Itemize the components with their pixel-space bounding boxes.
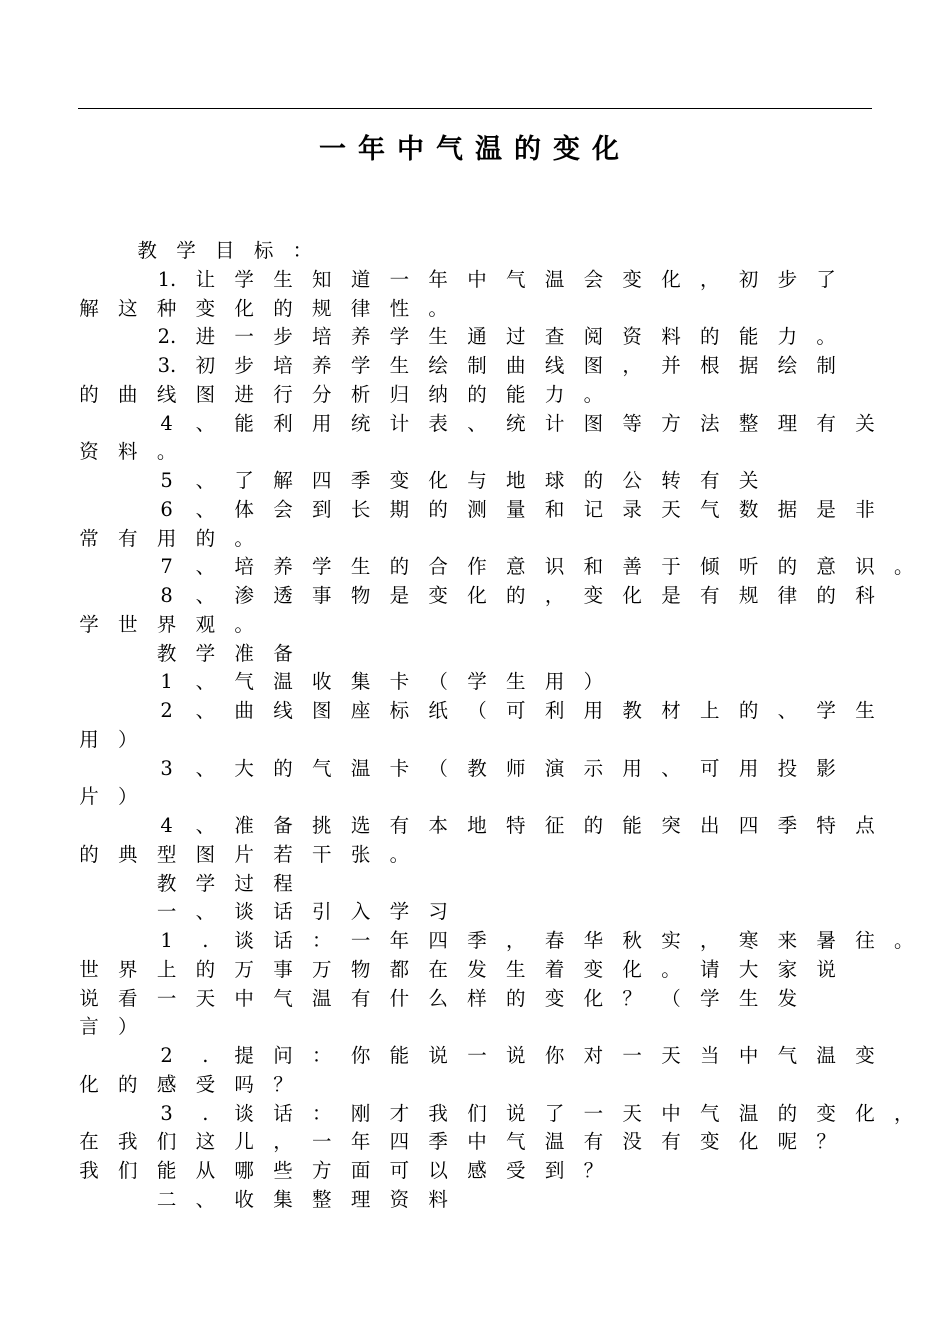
text-line: 的 典 型 图 片 若 干 张 。 (79, 842, 410, 866)
text-line: 8 、 渗 透 事 物 是 变 化 的 ， 变 化 是 有 规 律 的 科 (160, 584, 875, 607)
text-line: 6 、 体 会 到 长 期 的 测 量 和 记 录 天 气 数 据 是 非 (160, 497, 875, 521)
text-line: 常 有 用 的 。 (79, 526, 254, 550)
text-line: 教 学 目 标 ： (137, 239, 313, 262)
text-line: 1 、 气 温 收 集 卡 （ 学 生 用 ） (160, 670, 604, 694)
text-line: 4 、 准 备 挑 选 有 本 地 特 征 的 能 突 出 四 季 特 点 (160, 814, 875, 837)
text-line: 言 ） (79, 1015, 138, 1039)
text-line: 学 世 界 观 。 (79, 612, 254, 636)
text-line: 1. 让 学 生 知 道 一 年 中 气 温 会 变 化 ， 初 步 了 (157, 267, 836, 291)
text-line: 资 料 。 (79, 440, 177, 464)
text-line: 用 ） (79, 727, 138, 751)
text-line: 片 ） (79, 785, 138, 809)
text-line: 7 、 培 养 学 生 的 合 作 意 识 和 善 于 倾 听 的 意 识 。 (160, 555, 914, 579)
text-line: 世 界 上 的 万 事 万 物 都 在 发 生 着 变 化 。 请 大 家 说 (79, 957, 836, 981)
header-rule (78, 108, 872, 109)
text-line: 3 . 谈 话 ： 刚 才 我 们 说 了 一 天 中 气 温 的 变 化 ， (160, 1101, 914, 1125)
text-line: 教 学 准 备 (156, 641, 293, 665)
text-line: 3 、 大 的 气 温 卡 （ 教 师 演 示 用 、 可 用 投 影 (160, 756, 836, 780)
text-line: 2. 进 一 步 培 养 学 生 通 过 查 阅 资 料 的 能 力 。 (157, 325, 836, 349)
text-line: 教 学 过 程 (156, 871, 293, 895)
text-line: 一 、 谈 话 引 入 学 习 (156, 900, 448, 924)
document-title: 一年中气温的变化 (319, 134, 631, 165)
text-line: 的 曲 线 图 进 行 分 析 归 纳 的 能 力 。 (79, 382, 604, 406)
text-line: 我 们 能 从 哪 些 方 面 可 以 感 受 到 ？ (79, 1159, 604, 1182)
text-line: 解 这 种 变 化 的 规 律 性 。 (79, 296, 448, 320)
text-line: 化 的 感 受 吗 ？ (79, 1072, 293, 1096)
text-line: 3. 初 步 培 养 学 生 绘 制 曲 线 图 ， 并 根 据 绘 制 (157, 354, 836, 377)
text-line: 说 看 一 天 中 气 温 有 什 么 样 的 变 化 ？ （ 学 生 发 (79, 986, 798, 1010)
text-line: 4 、 能 利 用 统 计 表 、 统 计 图 等 方 法 整 理 有 关 (160, 411, 875, 435)
text-line: 5 、 了 解 四 季 变 化 与 地 球 的 公 转 有 关 (160, 469, 759, 492)
text-line: 1 . 谈 话 ： 一 年 四 季 ， 春 华 秋 实 ， 寒 来 暑 往 。 (160, 929, 914, 952)
text-line: 2 . 提 问 ： 你 能 说 一 说 你 对 一 天 当 中 气 温 变 (160, 1044, 875, 1067)
text-line: 在 我 们 这 儿 ， 一 年 四 季 中 气 温 有 没 有 变 化 呢 ？ (79, 1130, 836, 1154)
text-line: 2 、 曲 线 图 座 标 纸 （ 可 利 用 教 材 上 的 、 学 生 (160, 699, 875, 722)
text-line: 二 、 收 集 整 理 资 料 (156, 1187, 448, 1211)
